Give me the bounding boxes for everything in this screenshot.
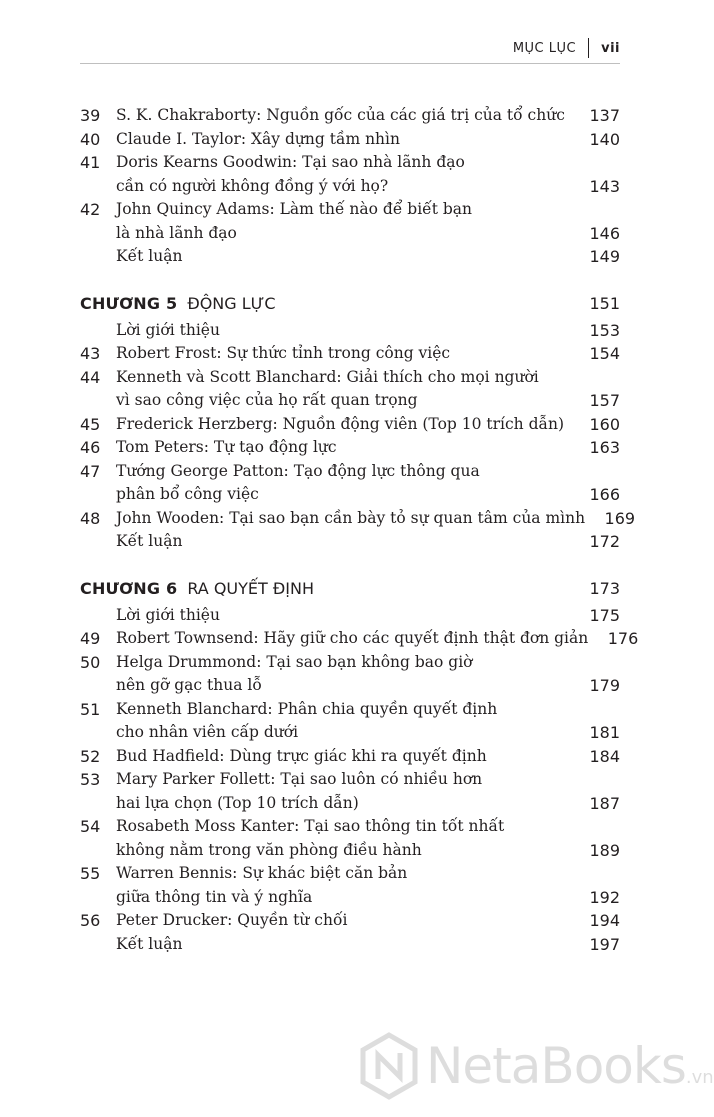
running-header-section: MỤC LỤC — [512, 40, 577, 56]
toc-entry — [80, 104, 620, 128]
entry-title — [116, 651, 570, 698]
entry-title-line: Kenneth Blanchard: Phân chia quyền quyết định — [116, 699, 498, 718]
entry-page: 192 — [589, 887, 620, 907]
chapter-heading — [80, 577, 620, 601]
entry-title — [116, 342, 570, 366]
chapter-name: ĐỘNG LỰC — [187, 293, 276, 313]
entry-title-line: giữa thông tin và ý nghĩa — [116, 887, 313, 906]
entry-number: 39 — [80, 106, 101, 125]
entry-number: 41 — [80, 153, 101, 172]
toc-entry — [80, 198, 620, 245]
entry-number: 45 — [80, 414, 101, 434]
entry-title — [116, 604, 570, 628]
entry-number: 55 — [80, 864, 101, 883]
entry-page: 194 — [589, 911, 620, 930]
entry-page: 169 — [604, 508, 636, 528]
toc-entry — [80, 366, 620, 413]
entry-page: 137 — [589, 106, 620, 125]
entry-title — [116, 745, 570, 769]
entry-title-line: Robert Frost: Sự thức tỉnh trong công việc — [116, 344, 451, 362]
entry-title-line: Kết luận — [116, 247, 183, 265]
entry-number: 52 — [80, 746, 101, 766]
entry-title-line: vì sao công việc của họ rất quan trọng — [116, 391, 418, 409]
entry-page: 143 — [589, 176, 620, 196]
entry-page: 154 — [589, 344, 620, 363]
toc-entry — [80, 460, 620, 507]
entry-number: 51 — [80, 699, 101, 719]
entry-page: 175 — [589, 605, 620, 625]
watermark-text: NetaBooks.vn — [426, 1037, 714, 1095]
entry-number: 49 — [80, 629, 101, 648]
entry-title-line: cho nhân viên cấp dưới — [116, 723, 299, 741]
entry-title-line: Lời giới thiệu — [116, 605, 220, 624]
entry-title — [116, 530, 570, 554]
toc-entry — [80, 151, 620, 198]
toc-entry — [80, 815, 620, 862]
entry-page: 197 — [589, 934, 620, 954]
entry-title-line: Bud Hadfield: Dùng trực giác khi ra quyết định — [116, 746, 487, 765]
entry-title — [116, 198, 570, 245]
entry-page: 153 — [589, 320, 620, 340]
entry-title — [116, 128, 570, 152]
toc-entry — [80, 651, 620, 698]
entry-title — [116, 698, 570, 745]
entry-page: 184 — [589, 746, 620, 766]
toc-entry — [80, 745, 620, 769]
entry-title — [116, 436, 570, 460]
entry-page: 163 — [589, 438, 620, 457]
toc-entry — [80, 128, 620, 152]
entry-number: 48 — [80, 508, 101, 528]
entry-page: 149 — [589, 247, 620, 266]
entry-number: 54 — [80, 817, 101, 836]
entry-page: 187 — [589, 793, 620, 813]
entry-page: 172 — [589, 532, 620, 551]
header-rule — [80, 63, 620, 64]
entry-title — [116, 319, 570, 343]
toc-entry — [80, 862, 620, 909]
entry-title — [116, 933, 570, 957]
toc-entry — [80, 627, 639, 651]
entry-title-line: phân bổ công việc — [116, 485, 259, 503]
chapter-name: RA QUYẾT ĐỊNH — [187, 578, 314, 598]
toc-entry — [80, 436, 620, 460]
entry-title — [116, 104, 570, 128]
netabooks-logo-icon — [360, 1033, 418, 1099]
entry-title-line: Kết luận — [116, 934, 183, 953]
entry-title-line: Tom Peters: Tự tạo động lực — [116, 438, 337, 456]
entry-title-line: Peter Drucker: Quyền từ chối — [116, 911, 348, 929]
entry-title — [116, 909, 570, 933]
entry-number: 43 — [80, 344, 101, 363]
chapter-title — [80, 577, 570, 601]
entry-title-line: Lời giới thiệu — [116, 320, 220, 339]
entry-number: 53 — [80, 770, 101, 789]
entry-page: 166 — [589, 485, 620, 504]
toc-conclusion — [80, 933, 620, 957]
entry-page: 157 — [589, 391, 620, 410]
entry-number: 50 — [80, 652, 101, 672]
entry-title-line: Claude I. Taylor: Xây dựng tầm nhìn — [116, 129, 400, 148]
entry-title — [116, 366, 570, 413]
header-separator — [588, 38, 589, 58]
page-number: vii — [601, 40, 620, 56]
entry-number: 44 — [80, 367, 101, 387]
chapter-page: 151 — [589, 294, 620, 313]
entry-page: 181 — [589, 723, 620, 742]
entry-title — [116, 627, 588, 651]
entry-title-line: hai lựa chọn (Top 10 trích dẫn) — [116, 793, 359, 812]
toc-intro — [80, 319, 620, 343]
entry-title-line: là nhà lãnh đạo — [116, 223, 237, 242]
entry-title-line: cần có người không đồng ý với họ? — [116, 176, 389, 195]
chapter-heading — [80, 292, 620, 316]
table-of-contents — [80, 104, 639, 956]
chapter-title — [80, 292, 570, 316]
toc-conclusion — [80, 245, 620, 269]
entry-title-line: Tướng George Patton: Tạo động lực thông qua — [116, 461, 480, 480]
entry-title — [116, 507, 585, 531]
entry-title — [116, 413, 570, 437]
entry-page: 160 — [589, 414, 620, 434]
entry-number: 56 — [80, 911, 101, 930]
entry-title-line: John Quincy Adams: Làm thế nào để biết bạn — [116, 200, 473, 218]
toc-entry — [80, 342, 620, 366]
entry-number: 40 — [80, 129, 101, 149]
entry-title — [116, 768, 570, 815]
entry-title-line: Rosabeth Moss Kanter: Tại sao thông tin tốt nhất — [116, 817, 505, 835]
entry-title-line: John Wooden: Tại sao bạn cần bày tỏ sự quan tâm của mình — [116, 508, 586, 527]
entry-title-line: không nằm trong văn phòng điều hành — [116, 840, 422, 859]
entry-title — [116, 245, 570, 269]
chapter-page: 173 — [589, 579, 620, 598]
entry-title-line: Doris Kearns Goodwin: Tại sao nhà lãnh đạo — [116, 153, 465, 171]
entry-page: 176 — [607, 629, 639, 648]
entry-title-line: S. K. Chakraborty: Nguồn gốc của các giá trị của tổ chức — [116, 106, 565, 124]
entry-title-line: nên gỡ gạc thua lỗ — [116, 676, 262, 694]
toc-conclusion — [80, 530, 620, 554]
chapter-label: CHƯƠNG 6 — [80, 578, 178, 598]
toc-entry — [80, 909, 620, 933]
entry-number: 42 — [80, 200, 101, 219]
entry-page: 146 — [589, 223, 620, 243]
entry-title — [116, 460, 570, 507]
entry-number: 47 — [80, 461, 101, 481]
entry-title-line: Kenneth và Scott Blanchard: Giải thích cho mọi người — [116, 367, 539, 386]
entry-title-line: Frederick Herzberg: Nguồn động viên (Top 10 trích dẫn) — [116, 414, 565, 433]
entry-number: 46 — [80, 438, 101, 457]
entry-title-line: Kết luận — [116, 532, 183, 550]
entry-title — [116, 151, 570, 198]
toc-entry — [80, 698, 620, 745]
entry-title-line: Mary Parker Follett: Tại sao luôn có nhiều hơn — [116, 770, 483, 788]
entry-title-line: Warren Bennis: Sự khác biệt căn bản — [116, 864, 408, 882]
entry-title — [116, 815, 570, 862]
toc-entry — [80, 768, 620, 815]
entry-title-line: Robert Townsend: Hãy giữ cho các quyết định thật đơn giản — [116, 629, 589, 647]
watermark — [360, 1026, 714, 1106]
entry-page: 189 — [589, 840, 620, 860]
entry-page: 179 — [589, 676, 620, 695]
toc-entry — [80, 507, 636, 531]
toc-entry — [80, 413, 620, 437]
entry-title-line: Helga Drummond: Tại sao bạn không bao giờ — [116, 652, 473, 671]
chapter-label: CHƯƠNG 5 — [80, 293, 178, 313]
entry-title — [116, 862, 570, 909]
running-header — [513, 36, 620, 60]
entry-page: 140 — [589, 129, 620, 149]
toc-intro — [80, 604, 620, 628]
